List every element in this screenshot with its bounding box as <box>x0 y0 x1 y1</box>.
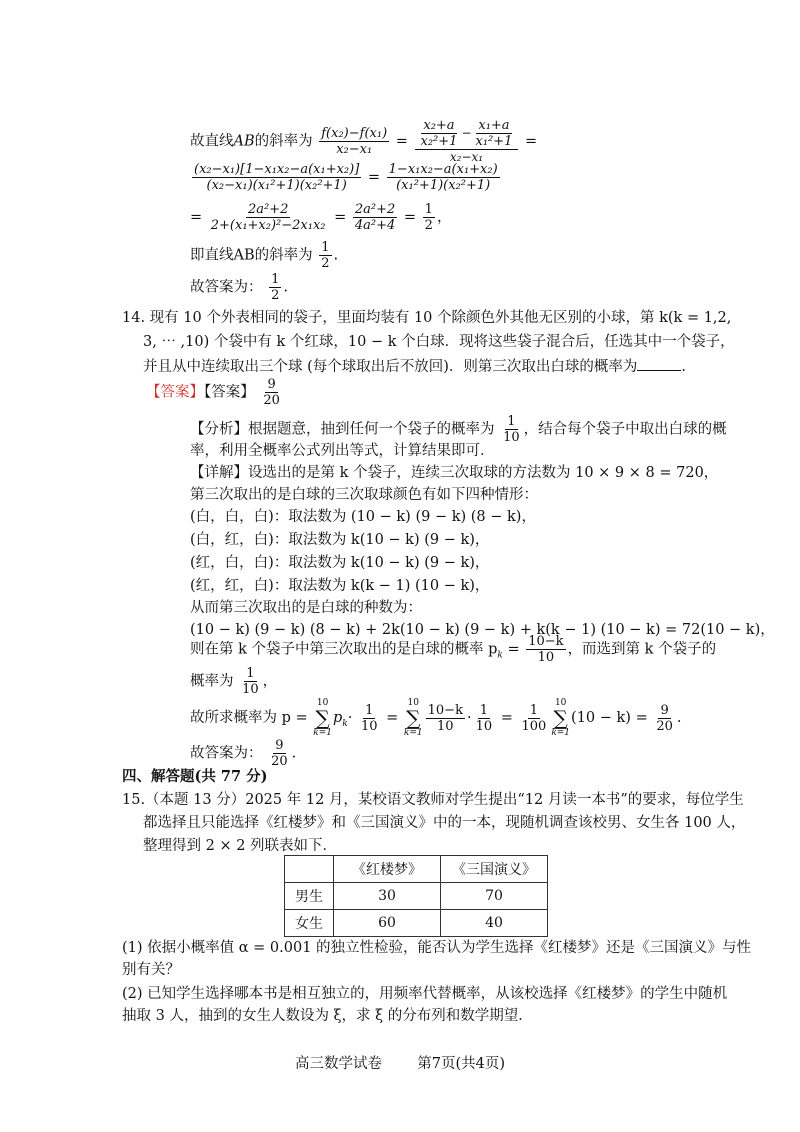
answer-blank <box>637 356 681 371</box>
table-row <box>285 910 548 937</box>
q13-answer: 故答案为： $\frac{1}{2}$ . <box>190 272 288 303</box>
q14-case-4: (红，红，白)：取法数为 k(k − 1) (10 − k)， <box>190 578 490 594</box>
page-footer <box>0 1052 800 1073</box>
table-header-cell: 《三国演义》 <box>441 856 548 883</box>
q14-line-3: 并且从中连续取出三个球 (每个球取出后不放回)．则第三次取出白球的概率为 . <box>143 356 686 377</box>
slope-line-2: $\frac{\text{(x₂−x₁)[1−x₁x₂−a(x₁+x₂)]}}{\text{(x₂−x₁)(x₁²+1)(x₂²+1)}}$ = $\frac{\text{1−x₁x₂−a(x₁+x₂)}}{\text{(x₁²+1)(x₂²+1)}}$ <box>194 162 498 193</box>
table-header-cell: 《红楼梦》 <box>334 856 441 883</box>
q15-sub1-line-2: 别有关？ <box>122 962 180 978</box>
table-row <box>285 883 548 910</box>
q14-analysis-1: 【分析】根据题意，抽到任何一个袋子的概率为 $\frac{1}{10}$ ，结合每个袋子中取出白球的概 <box>190 414 727 445</box>
slope-line-1: 故直线AB的斜率为 $\frac{\text{f(x₂)−f(x₁)}}{\text{x₂−x₁}}$ = $\frac{\text{x₂+a}}{\text{x₂²+1}}$ − $\frac{\text{x₁+a}}{\text{x₁²+1}}$ x₂−x₁ = <box>190 118 538 164</box>
q14-line-1: 14. 现有 10 个外表相同的袋子，里面均装有 10 个除颜色外其他无区别的小球，第 k(k = 1,2, <box>122 310 732 326</box>
table-cell: 70 <box>441 883 548 910</box>
q15-sub2-line-1: (2) 已知学生选择哪本书是相互独立的，用频率代替概率，从该校选择《红楼梦》的学生中随机 <box>122 986 728 1002</box>
table-cell: 60 <box>334 910 441 937</box>
q14-analysis-2: 率，利用全概率公式列出等式，计算结果即可． <box>190 443 495 459</box>
q14-detail-6: 概率为 $\frac{1}{10}$ ， <box>190 666 278 697</box>
q14-answer: 【答案】【答案】 $\frac{9}{20}$ <box>146 377 280 408</box>
q14-case-3: (红，白，白)：取法数为 k(10 − k) (9 − k)， <box>190 555 490 571</box>
q15-line-3: 整理得到 2 × 2 列联表如下． <box>143 838 338 854</box>
table-cell: 女生 <box>285 910 334 937</box>
q14-final-answer: 故答案为： $\frac{9}{20}$ . <box>190 738 297 769</box>
section-heading: 四、解答题(共 77 分) <box>122 768 268 785</box>
q15-sub1-line-1: (1) 依据小概率值 α = 0.001 的独立性检验，能否认为学生选择《红楼梦》还是《三国演义》与性 <box>122 940 752 956</box>
q14-line-2: 3, ⋯ ,10) 个袋中有 k 个红球，10 − k 个白球．现将这些袋子混合后，任选其中一个袋子， <box>143 334 735 350</box>
q15-line-2: 都选择且只能选择《红楼梦》和《三国演义》中的一本，现随机调查该校男、女生各 100 人， <box>143 815 746 831</box>
q14-detail-4: (10 − k) (9 − k) (8 − k) + 2k(10 − k) (9 − k) + k(k − 1) (10 − k) = 72(10 − k)， <box>190 622 775 638</box>
footer-page-number: 第7页(共4页) <box>417 1056 505 1072</box>
contingency-table <box>284 855 548 937</box>
q14-detail-5: 则在第 k 个袋子中第三次取出的是白球的概率 $p_k$ = $\frac{10-k}{10}$ ，而选到第 k 个袋子的 <box>190 634 717 665</box>
q15-line-1: 15.（本题 13 分）2025 年 12 月，某校语文教师对学生提出“12 月读一本书”的要求，每位学生 <box>122 792 744 808</box>
q14-case-1: (白，白，白)：取法数为 (10 − k) (9 − k) (8 − k)， <box>190 509 536 525</box>
footer-title: 高三数学试卷 <box>295 1056 382 1072</box>
table-header-cell <box>285 856 334 883</box>
table-cell: 男生 <box>285 883 334 910</box>
table-cell: 30 <box>334 883 441 910</box>
slope-line-3: = $\frac{\text{2a²+2}}{\text{2+(x₁+x₂)²−2x₁x₂}}$ = $\frac{\text{2a²+2}}{\text{4a²+4}}$ = $\frac{1}{2}$ ， <box>190 202 452 233</box>
q14-detail-3: 从而第三次取出的是白球的种数为： <box>190 600 422 616</box>
table-header-row <box>285 856 548 883</box>
q14-detail-2: 第三次取出的是白球的三次取球颜色有如下四种情形： <box>190 487 538 503</box>
q14-detail-1: 【详解】设选出的是第 k 个袋子，连续三次取球的方法数为 10 × 9 × 8 = 720， <box>190 465 719 481</box>
answer-tag-red: 【答案】 <box>146 384 204 401</box>
slope-line-4: 即直线AB的斜率为 $\frac{1}{2}$ . <box>190 240 339 271</box>
table-cell: 40 <box>441 910 548 937</box>
q14-case-2: (白，红，白)：取法数为 k(10 − k) (9 − k)， <box>190 532 490 548</box>
q15-sub2-line-2: 抽取 3 人，抽到的女生人数设为 ξ，求 ξ 的分布列和数学期望． <box>122 1008 533 1024</box>
q14-sum-formula: 故所求概率为 p = 10 ∑ k=1 $p_k\cdot$ $\frac{1}{10}$ = 10 ∑ k=1 $\frac{10-k}{10}$ · $\frac{1}{10}$ = $\frac{1}{100}$ 10 ∑ k=1 (10 − k) = $\frac{9}{20}$ . <box>190 698 682 738</box>
